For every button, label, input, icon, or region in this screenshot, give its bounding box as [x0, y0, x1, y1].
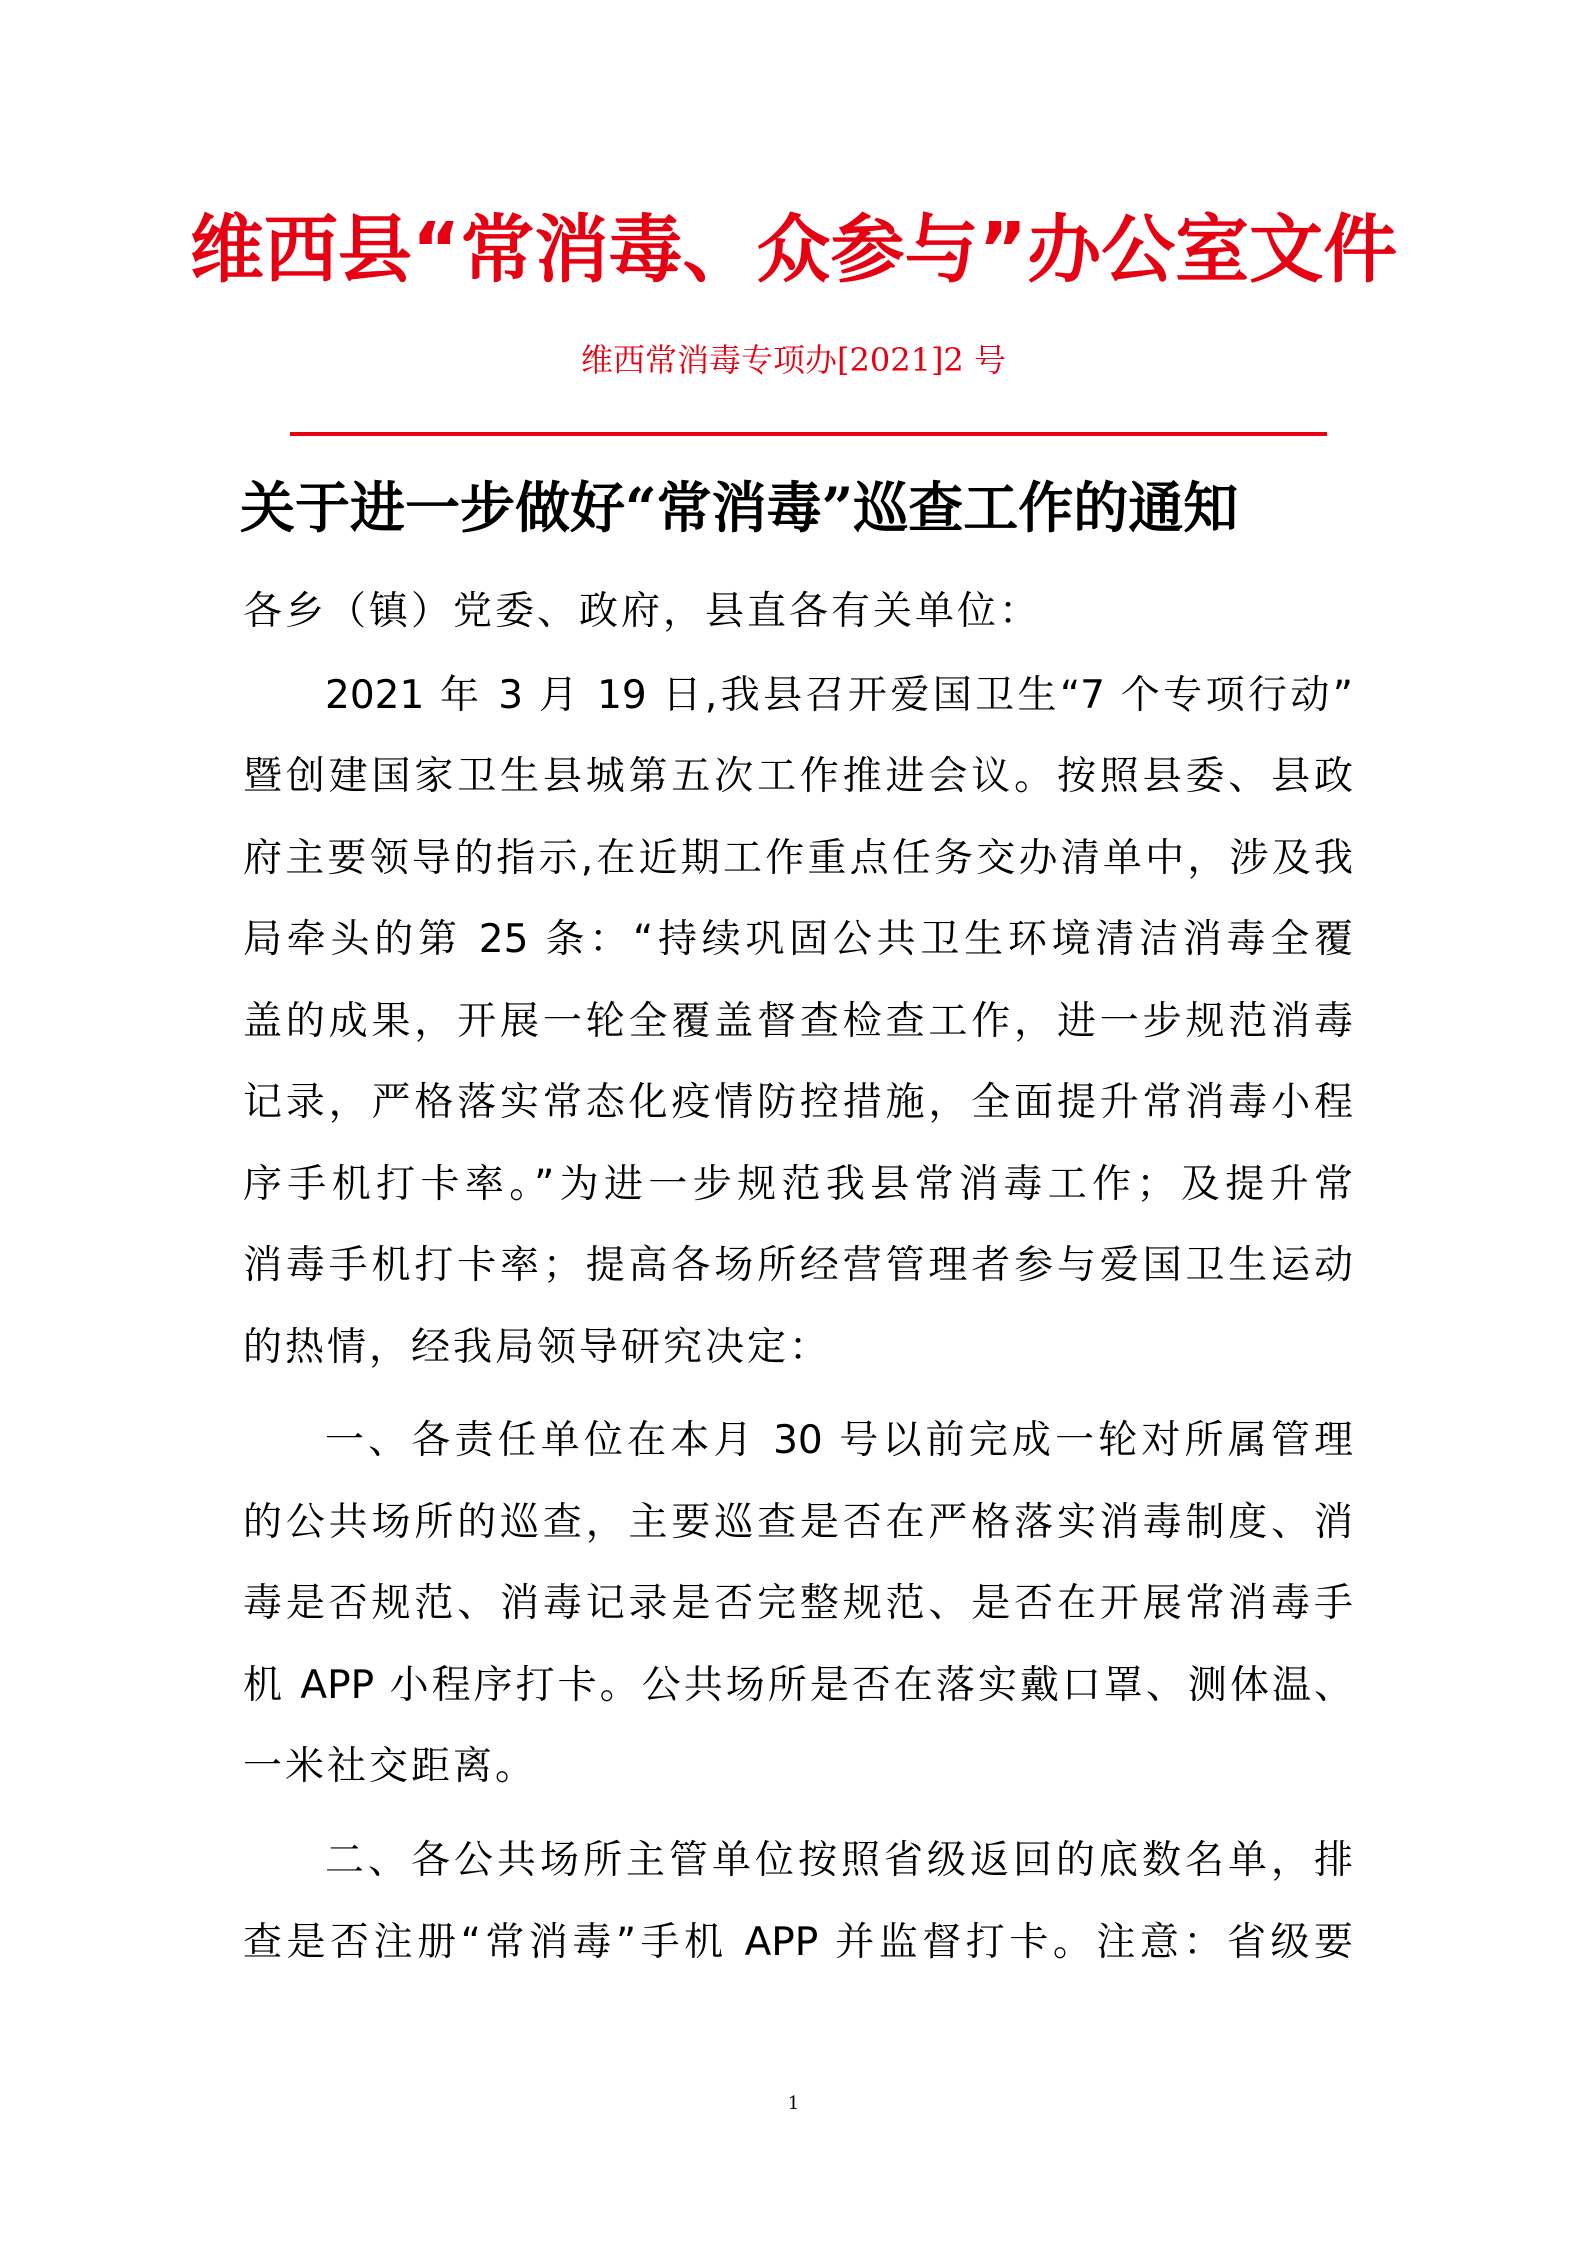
paragraph-2-line: 一、各责任单位在本月 30 号以前完成一轮对所属管理 [325, 1418, 1353, 1463]
paragraph-3-line: 查是否注册“常消毒”手机 APP 并监督打卡。注意：省级要 [243, 1920, 1353, 1965]
paragraph-1-line: 暨创建国家卫生县城第五次工作推进会议。按照县委、县政 [243, 754, 1353, 799]
paragraph-1-line: 2021 年 3 月 19 日,我县召开爱国卫生“7 个专项行动” [325, 673, 1353, 718]
red-divider-line [290, 432, 1327, 436]
paragraph-2-line: 毒是否规范、消毒记录是否完整规范、是否在开展常消毒手 [243, 1581, 1353, 1626]
notice-title: 关于进一步做好“常消毒”巡查工作的通知 [240, 475, 1239, 540]
paragraph-1-line: 府主要领导的指示,在近期工作重点任务交办清单中，涉及我 [243, 836, 1353, 881]
paragraph-2-line: 一米社交距离。 [243, 1744, 538, 1789]
document-header-title: 维西县“常消毒、众参与”办公室文件 [189, 207, 1398, 293]
paragraph-3-line: 二、各公共场所主管单位按照省级返回的底数名单，排 [325, 1838, 1353, 1883]
document-number: 维西常消毒专项办[2021]2 号 [581, 341, 1006, 379]
paragraph-1-line: 的热情，经我局领导研究决定： [243, 1325, 832, 1370]
salutation: 各乡（镇）党委、政府，县直各有关单位： [243, 589, 1042, 634]
page-number: 1 [787, 2093, 800, 2114]
paragraph-1-line: 记录，严格落实常态化疫情防控措施，全面提升常消毒小程 [243, 1080, 1353, 1125]
paragraph-2-line: 的公共场所的巡查，主要巡查是否在严格落实消毒制度、消 [243, 1500, 1353, 1545]
paragraph-1-line: 盖的成果，开展一轮全覆盖督查检查工作，进一步规范消毒 [243, 999, 1353, 1044]
paragraph-1-line: 序手机打卡率。”为进一步规范我县常消毒工作；及提升常 [243, 1162, 1353, 1207]
paragraph-1-line: 局牵头的第 25 条：“持续巩固公共卫生环境清洁消毒全覆 [243, 917, 1353, 962]
paragraph-2-line: 机 APP 小程序打卡。公共场所是否在落实戴口罩、测体温、 [243, 1663, 1353, 1708]
paragraph-1-line: 消毒手机打卡率；提高各场所经营管理者参与爱国卫生运动 [243, 1243, 1353, 1288]
